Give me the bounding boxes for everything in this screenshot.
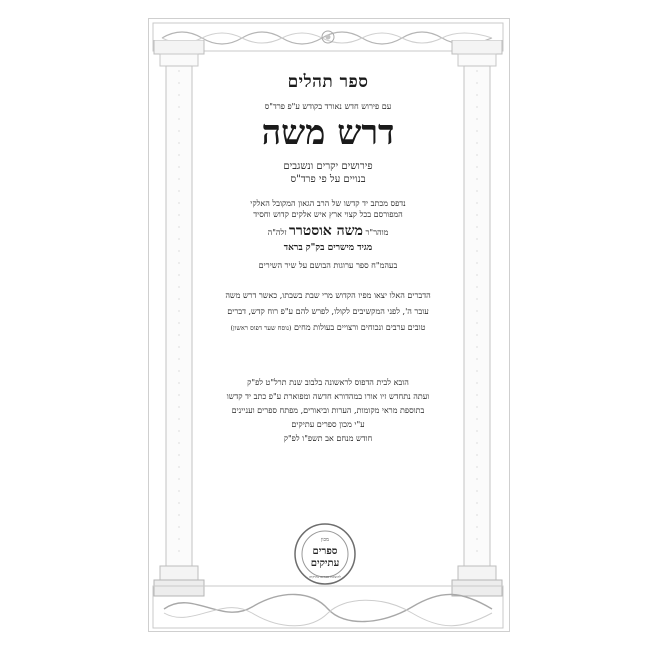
author-description: המפורסם בכל קצוי ארץ איש אלקים קדוש וחסיד (253, 210, 403, 219)
bottom-ornament (152, 585, 504, 629)
print-info-line-3: בתוספת מראי מקומות, הערות וביאורים, מפתח ספרים ועניינים (231, 406, 425, 415)
author-role: מגיד מישרים בק"ק בראד (283, 243, 373, 253)
author-prefix: מוהר"ר (365, 228, 389, 237)
author-suffix: זלה"ה (267, 228, 287, 237)
logo-line-1: ספרים (312, 546, 338, 557)
print-info-line-5: חודש מנחם אב תשפ"ו לפ"ק (283, 434, 373, 443)
print-info-line-2: ועתה נתחדש זיו אורו במהדורא חדשה ומפוארת ע"פ כתב יד קדשו (226, 392, 430, 401)
print-info-line-1: הובא לבית הדפוס לראשונה בלבוב שנת תרל"ט לפ"ק (247, 378, 409, 387)
quote-line-3 (212, 320, 444, 336)
book-subtitle: עם פירוש חדש נאורד בקודש ע"פ פרד"ס (264, 102, 392, 111)
author-line (212, 223, 444, 240)
logo-ring-text: להוצאת ספרים עתיקים (309, 575, 341, 579)
book-title: דרש משה (261, 113, 395, 153)
left-pillar (150, 40, 208, 600)
subtitle-line-2: בנויים על פי פרד"ס (290, 174, 366, 185)
quote-line-3-note: (נוסח שער דפוס ראשון) (230, 324, 292, 332)
book-category: ספר תהלים (287, 72, 369, 92)
quote-line-1: הדברים האלו יצאו מפיו הקדוש מרי שבת בשבתו, כאשר דרש משה (225, 291, 431, 300)
author-name: משה אוסטרר (289, 223, 363, 239)
author-work: בעהמ"ח ספר ערוגות הבושם על שיר השירים (258, 261, 398, 270)
subtitle-line-1: פירושים יקרים ונשגבים (283, 161, 373, 172)
quote-line-3-main: טובים ערבים ונכוחים ורצויים בעולות מחים (294, 323, 426, 332)
logo-line-2: עתיקים (310, 558, 340, 569)
quote-paragraph (212, 288, 444, 336)
print-info-line-4: ע"י מכון ספרים עתיקים (291, 420, 365, 429)
right-pillar (448, 40, 506, 600)
title-page-text (212, 72, 444, 446)
print-info (212, 376, 444, 446)
printed-from-line: נדפס מכתב יד קדשו של הרב הגאון המקובל האלקי (250, 199, 406, 208)
logo-top: מכון (321, 537, 329, 543)
quote-line-2: עובר ה', לפני המקשיבים לקולו, לפרש להם ע"פ רוח קדש, דברים (227, 307, 429, 316)
publisher-logo (293, 522, 357, 586)
